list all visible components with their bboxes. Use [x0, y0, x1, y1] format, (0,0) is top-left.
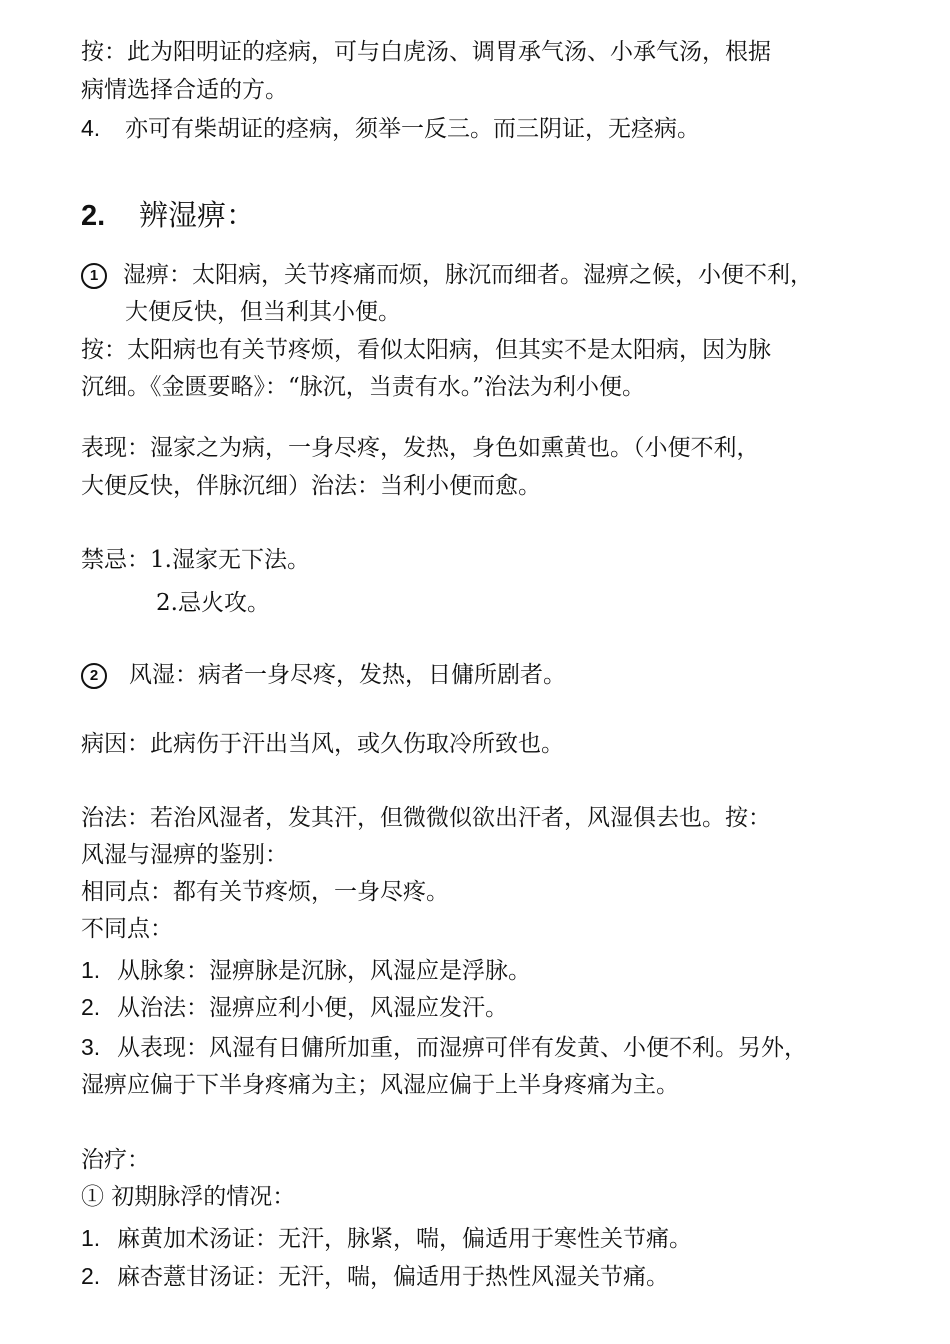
list-text: 从脉象：湿痹脉是沉脉，风湿应是浮脉。 [117, 958, 531, 984]
shibi-line: 大便反快，但当利其小便。 [125, 299, 401, 325]
list-number: 2. [81, 994, 101, 1020]
list-text: 麻杏薏甘汤证：无汗，喘，偏适用于热性风湿关节痛。 [117, 1264, 669, 1290]
list-item [81, 1261, 669, 1292]
list-text: 从表现：风湿有日傭所加重，而湿痹可伴有发黄、小便不利。另外， [117, 1035, 807, 1061]
taboo-item: 1.湿家无下法。 [150, 547, 310, 573]
list-text: 麻黄加术汤证：无汗，脉紧，喘，偏适用于寒性关节痛。 [117, 1226, 692, 1252]
list-text-continued: 湿痹应偏于下半身疼痛为主；风湿应偏于上半身疼痛为主。 [81, 1072, 679, 1098]
note-line: 病情选择合适的方。 [81, 77, 288, 103]
subsection-shibi [81, 260, 813, 290]
cause-line: 病因：此病伤于汗出当风，或久伤取冷所致也。 [81, 731, 564, 757]
list-number: 2. [81, 1263, 101, 1289]
list-text: 从治法：湿痹应利小便，风湿应发汗。 [117, 995, 508, 1021]
list-item [81, 992, 508, 1023]
note-line: 按：此为阳明证的痉病，可与白虎汤、调胃承气汤、小承气汤，根据 [81, 39, 771, 65]
list-item [81, 1032, 807, 1063]
list-number: 1. [81, 1225, 101, 1251]
taboo-item: 2.忌火攻。 [156, 590, 270, 616]
section-number: 2. [81, 200, 106, 232]
list-item [81, 1223, 692, 1254]
list-number: 3. [81, 1034, 101, 1060]
note-line: 按：太阳病也有关节疼烦，看似太阳病，但其实不是太阳病，因为脉 [81, 337, 771, 363]
therapy-label: 治疗： [81, 1147, 150, 1173]
list-item [81, 955, 531, 986]
symptom-line: 表现：湿家之为病，一身尽疼，发热，身色如熏黄也。（小便不利， [81, 435, 760, 461]
list-text: 亦可有柴胡证的痉病，须举一反三。而三阴证，无痉病。 [125, 116, 700, 142]
list-item [81, 113, 700, 144]
same-points: 相同点：都有关节疼烦，一身尽疼。 [81, 879, 449, 905]
symptom-line: 大便反快，伴脉沉细）治法：当利小便而愈。 [81, 473, 541, 499]
note-line: 沉细。《金匮要略》：“脉沉，当责有水。”治法为利小便。 [81, 374, 646, 400]
taboo-label: 禁忌： [81, 547, 150, 573]
list-number: 1. [81, 957, 101, 983]
shibi-line: 湿痹：太阳病，关节疼痛而烦，脉沉而细者。湿痹之候，小便不利， [123, 262, 813, 288]
list-number: 4. [81, 115, 101, 141]
treatment-line: 风湿与湿痹的鉴别： [81, 842, 288, 868]
treatment-line: 治法：若治风湿者，发其汗，但微微似欲出汗者，风湿俱去也。按： [81, 805, 771, 831]
circled-number-2: 2 [81, 663, 107, 689]
diff-label: 不同点： [81, 916, 173, 942]
subsection-fengshi [81, 660, 566, 690]
circled-number-1: 1 [81, 263, 107, 289]
fengshi-line: 风湿：病者一身尽疼，发热，日傭所剧者。 [129, 662, 566, 688]
section-title: 辨湿痹： [139, 198, 256, 232]
section-heading [81, 197, 255, 234]
therapy-stage: ① 初期脉浮的情况： [81, 1184, 296, 1210]
taboo-line [81, 545, 310, 575]
